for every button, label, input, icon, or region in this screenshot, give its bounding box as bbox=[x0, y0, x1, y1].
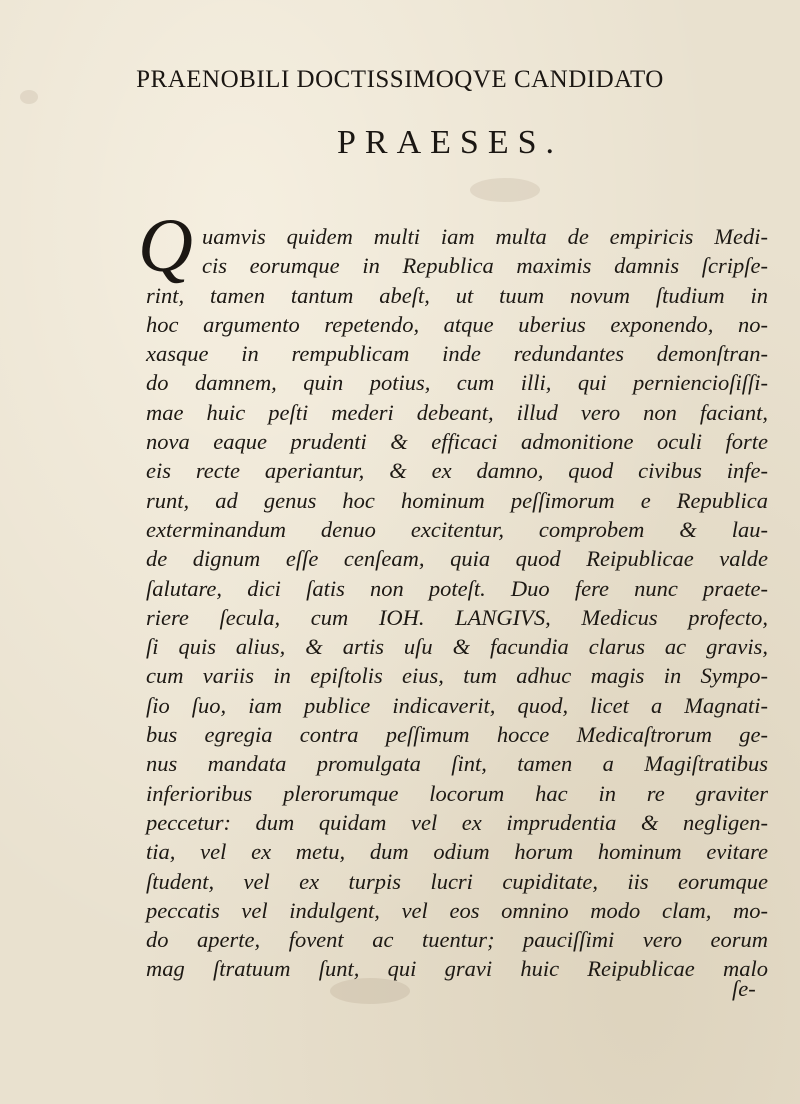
text-line: peccatis vel indulgent, vel eos omnino modo clam, mo- bbox=[146, 897, 768, 923]
text-line: ſio ſuo, iam publice indicaverit, quod, licet a Magnati- bbox=[146, 692, 768, 718]
page-title: PRAESES. bbox=[337, 124, 563, 161]
body-text bbox=[146, 222, 768, 984]
text-line: ſalutare, dici ſatis non poteſt. Duo fere nunc praete- bbox=[146, 575, 768, 601]
text-line: eis recte aperiantur, & ex damno, quod civibus infe- bbox=[146, 458, 768, 484]
text-line: mag ſtratuum ſunt, qui gravi huic Reipublicae malo bbox=[146, 956, 768, 982]
drop-cap: Q bbox=[138, 204, 193, 288]
text-line: exterminandum denuo excitentur, comprobem & lau- bbox=[146, 516, 768, 542]
text-line: tia, vel ex metu, dum odium horum hominum evitare bbox=[146, 839, 768, 865]
text-line: ſtudent, vel ex turpis lucri cupiditate, iis eorumque bbox=[146, 868, 768, 894]
page-header: PRAENOBILI DOCTISSIMOQVE CANDIDATO bbox=[136, 66, 664, 93]
text-line: do aperte, fovent ac tuentur; pauciſſimi vero eorum bbox=[146, 927, 768, 953]
text-line: peccetur: dum quidam vel ex imprudentia & negligen- bbox=[146, 809, 768, 835]
text-line: hoc argumento repetendo, atque uberius exponendo, no- bbox=[146, 311, 768, 337]
text-line: bus egregia contra peſſimum hocce Medicaſtrorum ge- bbox=[146, 722, 768, 748]
text-line: do damnem, quin potius, cum illi, qui perniencioſiſſi- bbox=[146, 370, 768, 396]
text-line: cis eorumque in Republica maximis damnis ſcripſe- bbox=[202, 253, 768, 279]
text-line: inferioribus plerorumque locorum hac in re graviter bbox=[146, 780, 768, 806]
text-line: nova eaque prudenti & efficaci admonitione oculi forte bbox=[146, 429, 768, 455]
text-line: nus mandata promulgata ſint, tamen a Magiſtratibus bbox=[146, 751, 768, 777]
text-line: runt, ad genus hoc hominum peſſimorum e Republica bbox=[146, 487, 768, 513]
text-line: xasque in rempublicam inde redundantes demonſtran- bbox=[146, 341, 768, 367]
text-line: uamvis quidem multi iam multa de empiricis Medi- bbox=[202, 224, 768, 249]
text-line: mae huic peſti mederi debeant, illud vero non faciant, bbox=[146, 399, 768, 425]
text-line: rint, tamen tantum abeſt, ut tuum novum ſtudium in bbox=[146, 282, 768, 308]
catchword: ſe- bbox=[732, 976, 756, 1001]
text-line: ſi quis alius, & artis uſu & facundia clarus ac gravis, bbox=[146, 634, 768, 660]
text-line: de dignum eſſe cenſeam, quia quod Reipublicae valde bbox=[146, 546, 768, 572]
text-line: riere ſecula, cum IOH. LANGIVS, Medicus profecto, bbox=[146, 604, 768, 630]
paper-stain bbox=[470, 178, 540, 202]
text-line: cum variis in epiſtolis eius, tum adhuc magis in Sympo- bbox=[146, 663, 768, 689]
